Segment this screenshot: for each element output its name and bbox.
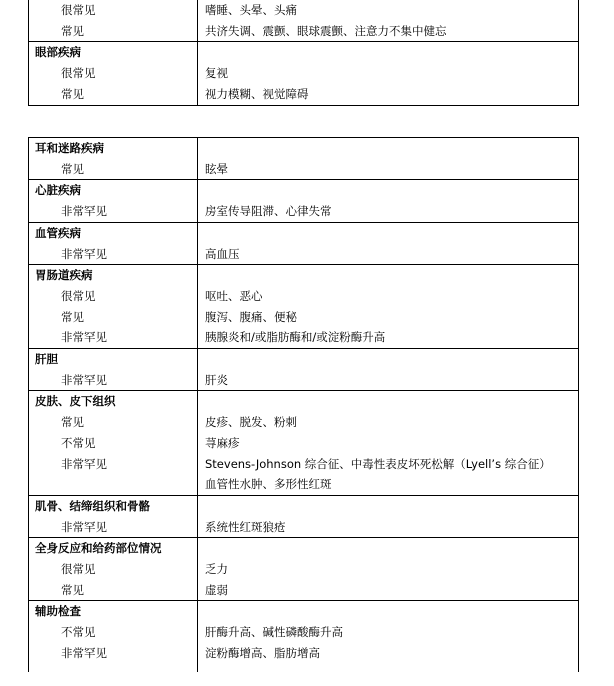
adverse-reaction-text: 呕吐、恶心: [198, 286, 579, 307]
adverse-reaction-text: 腹泻、腹痛、便秘: [198, 307, 579, 328]
adverse-reaction-text: 眩晕: [198, 159, 579, 180]
adverse-reaction-text: [198, 138, 579, 159]
adverse-reaction-text: 肝炎: [198, 370, 579, 391]
adverse-reactions-table-bottom: [28, 137, 579, 672]
frequency-row: [29, 643, 579, 664]
adverse-reaction-text: [198, 601, 579, 622]
adverse-reaction-text: [198, 495, 579, 516]
system-organ-class-label: 全身反应和给药部位情况: [29, 538, 198, 559]
adverse-reaction-text: [198, 349, 579, 370]
system-organ-class-row: [29, 222, 579, 243]
system-organ-class-row: [29, 495, 579, 516]
frequency-label: 常见: [29, 159, 198, 180]
adverse-reaction-text: 复视: [198, 63, 579, 84]
frequency-label: 常见: [29, 21, 198, 42]
frequency-label: 很常见: [29, 286, 198, 307]
frequency-row: [29, 244, 579, 265]
frequency-row: [29, 454, 579, 475]
frequency-row: [29, 201, 579, 222]
adverse-reaction-text: 荨麻疹: [198, 433, 579, 454]
adverse-reaction-text: [198, 538, 579, 559]
adverse-reaction-text: 共济失调、震颤、眼球震颤、注意力不集中健忘: [198, 21, 579, 42]
adverse-reactions-table-top: [28, 0, 579, 106]
frequency-row: [29, 622, 579, 643]
system-organ-class-label: 辅助检查: [29, 601, 198, 622]
frequency-row: [29, 433, 579, 454]
frequency-row: [29, 0, 579, 21]
system-organ-class-row: [29, 538, 579, 559]
frequency-label: [29, 474, 198, 495]
adverse-reaction-text: 视力模糊、视觉障碍: [198, 84, 579, 105]
frequency-label: 非常罕见: [29, 370, 198, 391]
adverse-reaction-text: 肝酶升高、碱性磷酸酶升高: [198, 622, 579, 643]
system-organ-class-row: [29, 138, 579, 159]
frequency-label: 很常见: [29, 0, 198, 21]
adverse-reaction-text: 嗜睡、头晕、头痛: [198, 0, 579, 21]
frequency-label: 很常见: [29, 63, 198, 84]
adverse-reaction-text: [198, 222, 579, 243]
frequency-row: [29, 327, 579, 348]
table-continuation-row: [29, 664, 579, 672]
system-organ-class-label: 肌骨、结缔组织和骨骼: [29, 495, 198, 516]
system-organ-class-label: 血管疾病: [29, 222, 198, 243]
frequency-label: 常见: [29, 307, 198, 328]
system-organ-class-row: [29, 601, 579, 622]
frequency-label: 不常见: [29, 433, 198, 454]
adverse-reaction-text: 血管性水肿、多形性红斑: [198, 474, 579, 495]
adverse-reaction-text: Stevens-Johnson 综合征、中毒性表皮坏死松解（Lyell’s 综合征）: [198, 454, 579, 475]
system-organ-class-label: 胃肠道疾病: [29, 265, 198, 286]
frequency-row: [29, 159, 579, 180]
system-organ-class-label: 心脏疾病: [29, 180, 198, 201]
frequency-row: [29, 517, 579, 538]
system-organ-class-row: [29, 265, 579, 286]
frequency-label: 非常罕见: [29, 201, 198, 222]
adverse-reaction-text: [198, 180, 579, 201]
empty-cell: [198, 664, 579, 672]
system-organ-class-label: 耳和迷路疾病: [29, 138, 198, 159]
frequency-row: [29, 580, 579, 601]
adverse-reaction-text: 高血压: [198, 244, 579, 265]
adverse-reaction-text: 胰腺炎和/或脂肪酶和/或淀粉酶升高: [198, 327, 579, 348]
adverse-reaction-text: 系统性红斑狼疮: [198, 517, 579, 538]
frequency-label: 非常罕见: [29, 244, 198, 265]
system-organ-class-row: [29, 180, 579, 201]
adverse-reaction-text: 虚弱: [198, 580, 579, 601]
frequency-label: 不常见: [29, 622, 198, 643]
adverse-reaction-text: [198, 265, 579, 286]
system-organ-class-row: [29, 349, 579, 370]
frequency-label: 很常见: [29, 559, 198, 580]
system-organ-class-label: 眼部疾病: [29, 42, 198, 63]
adverse-reaction-text: [198, 391, 579, 412]
system-organ-class-row: [29, 42, 579, 63]
frequency-row: [29, 21, 579, 42]
frequency-label: 常见: [29, 580, 198, 601]
adverse-reaction-text: 房室传导阻滞、心律失常: [198, 201, 579, 222]
adverse-reaction-text: [198, 42, 579, 63]
frequency-label: 非常罕见: [29, 327, 198, 348]
frequency-label: 常见: [29, 412, 198, 433]
frequency-row: [29, 84, 579, 105]
frequency-row: [29, 307, 579, 328]
frequency-row: [29, 370, 579, 391]
empty-cell: [29, 664, 198, 672]
frequency-row: [29, 474, 579, 495]
frequency-label: 常见: [29, 84, 198, 105]
system-organ-class-label: 皮肤、皮下组织: [29, 391, 198, 412]
adverse-reaction-text: 皮疹、脱发、粉刺: [198, 412, 579, 433]
system-organ-class-label: 肝胆: [29, 349, 198, 370]
frequency-label: 非常罕见: [29, 643, 198, 664]
system-organ-class-row: [29, 391, 579, 412]
frequency-label: 非常罕见: [29, 517, 198, 538]
frequency-row: [29, 412, 579, 433]
adverse-reaction-text: 乏力: [198, 559, 579, 580]
frequency-row: [29, 559, 579, 580]
frequency-row: [29, 286, 579, 307]
frequency-label: 非常罕见: [29, 454, 198, 475]
frequency-row: [29, 63, 579, 84]
adverse-reaction-text: 淀粉酶增高、脂肪增高: [198, 643, 579, 664]
